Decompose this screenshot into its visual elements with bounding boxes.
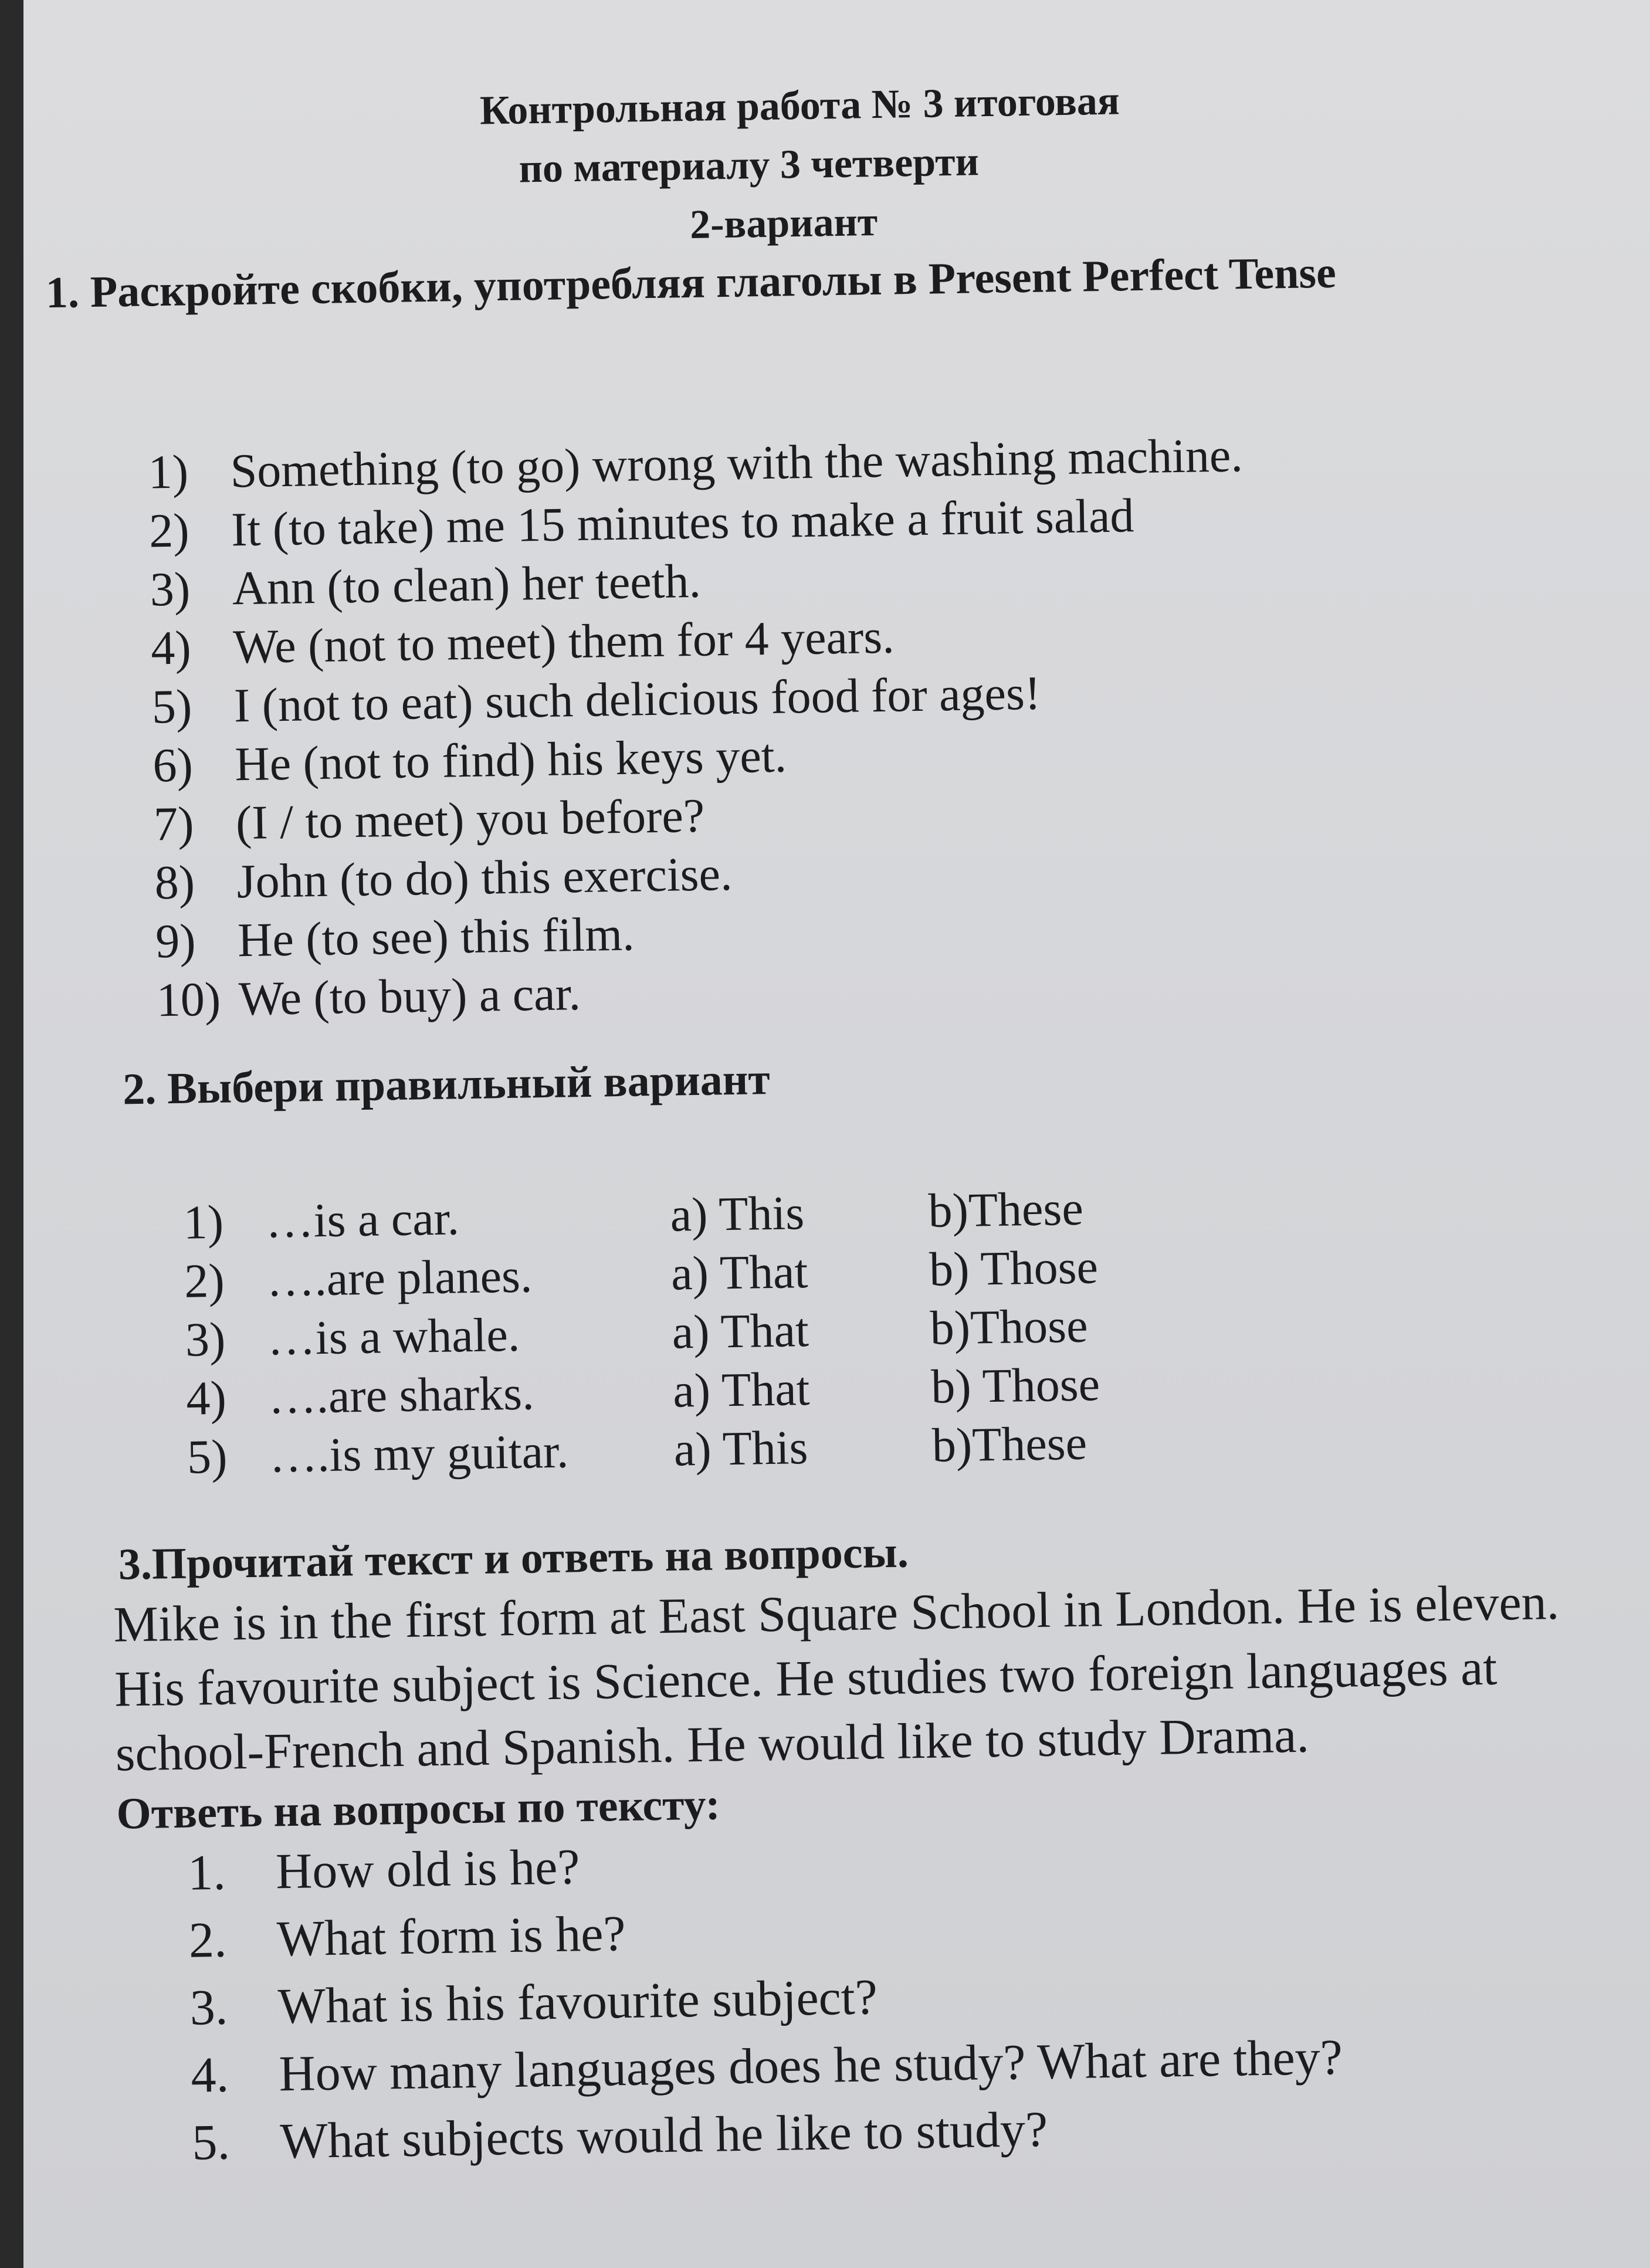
question-item: 5. What subjects would he like to study?	[191, 2100, 1048, 2171]
list-item: 2) It (to take) me 15 minutes to make a fruit salad	[148, 489, 1135, 558]
header-subtitle: по материалу 3 четверти	[519, 139, 980, 192]
list-item: 2) ….are planes. a) That b) Those	[184, 1240, 1099, 1308]
option-a: a) This	[673, 1421, 809, 1476]
list-item: 4) We (not to meet) them for 4 years.	[150, 609, 895, 675]
option-b: b) Those	[930, 1357, 1100, 1413]
list-item: 5) I (not to eat) such delicious food for ages!	[151, 666, 1041, 734]
question-item: 4. How many languages does he study? What are they?	[190, 2028, 1343, 2103]
worksheet-page	[23, 0, 1650, 2268]
text-line: Mike is in the first form at East Square School in London. He is eleven.	[113, 1573, 1560, 1653]
list-item: 1) Something (to go) wrong with the washing machine.	[147, 428, 1244, 499]
option-b: b) Those	[929, 1240, 1099, 1296]
list-item: 7) (I / to meet) you before?	[153, 788, 705, 851]
option-a: a) That	[672, 1303, 809, 1359]
text-line: His favourite subject is Science. He studies two foreign languages at	[114, 1639, 1497, 1717]
text-line: school-French and Spanish. He would like to study Drama.	[115, 1706, 1310, 1782]
list-item: 6) He (not to find) his keys yet.	[152, 728, 787, 792]
option-b: b)Those	[930, 1299, 1089, 1355]
list-item: 5) ….is my guitar. a) This b)These	[187, 1416, 1087, 1484]
questions-title: Ответь на вопросы по тексту:	[116, 1779, 721, 1839]
section3-title: 3.Прочитай текст и ответь на вопросы.	[118, 1527, 909, 1589]
list-item: 10) We (to buy) a car.	[156, 967, 581, 1027]
list-item: 3) …is a whale. a) That b)Those	[185, 1299, 1089, 1367]
worksheet-content	[23, 0, 1650, 2268]
section2-title: 2. Выбери правильный вариант	[122, 1054, 771, 1114]
list-item: 8) John (to do) this exercise.	[154, 846, 733, 910]
question-item: 3. What is his favourite subject?	[189, 1968, 878, 2036]
section1-title: 1. Раскройте скобки, употребляя глаголы в Present Perfect Tense	[45, 248, 1337, 318]
question-item: 1. How old is he?	[187, 1838, 581, 1901]
header-variant: 2-вариант	[689, 199, 878, 248]
option-a: a) That	[670, 1245, 808, 1300]
option-a: a) This	[669, 1186, 805, 1242]
list-item: 4) ….are sharks. a) That b) Those	[185, 1357, 1100, 1425]
header-title: Контрольная работа № 3 итоговая	[479, 78, 1120, 134]
option-a: a) That	[672, 1362, 811, 1418]
option-b: b)These	[931, 1416, 1087, 1472]
list-item: 9) He (to see) this film.	[155, 907, 635, 968]
option-b: b)These	[927, 1181, 1084, 1238]
list-item: 1) …is a car. a) This b)These	[183, 1181, 1084, 1249]
question-item: 2. What form is he?	[188, 1905, 626, 1968]
list-item: 3) Ann (to clean) her teeth.	[150, 554, 702, 616]
